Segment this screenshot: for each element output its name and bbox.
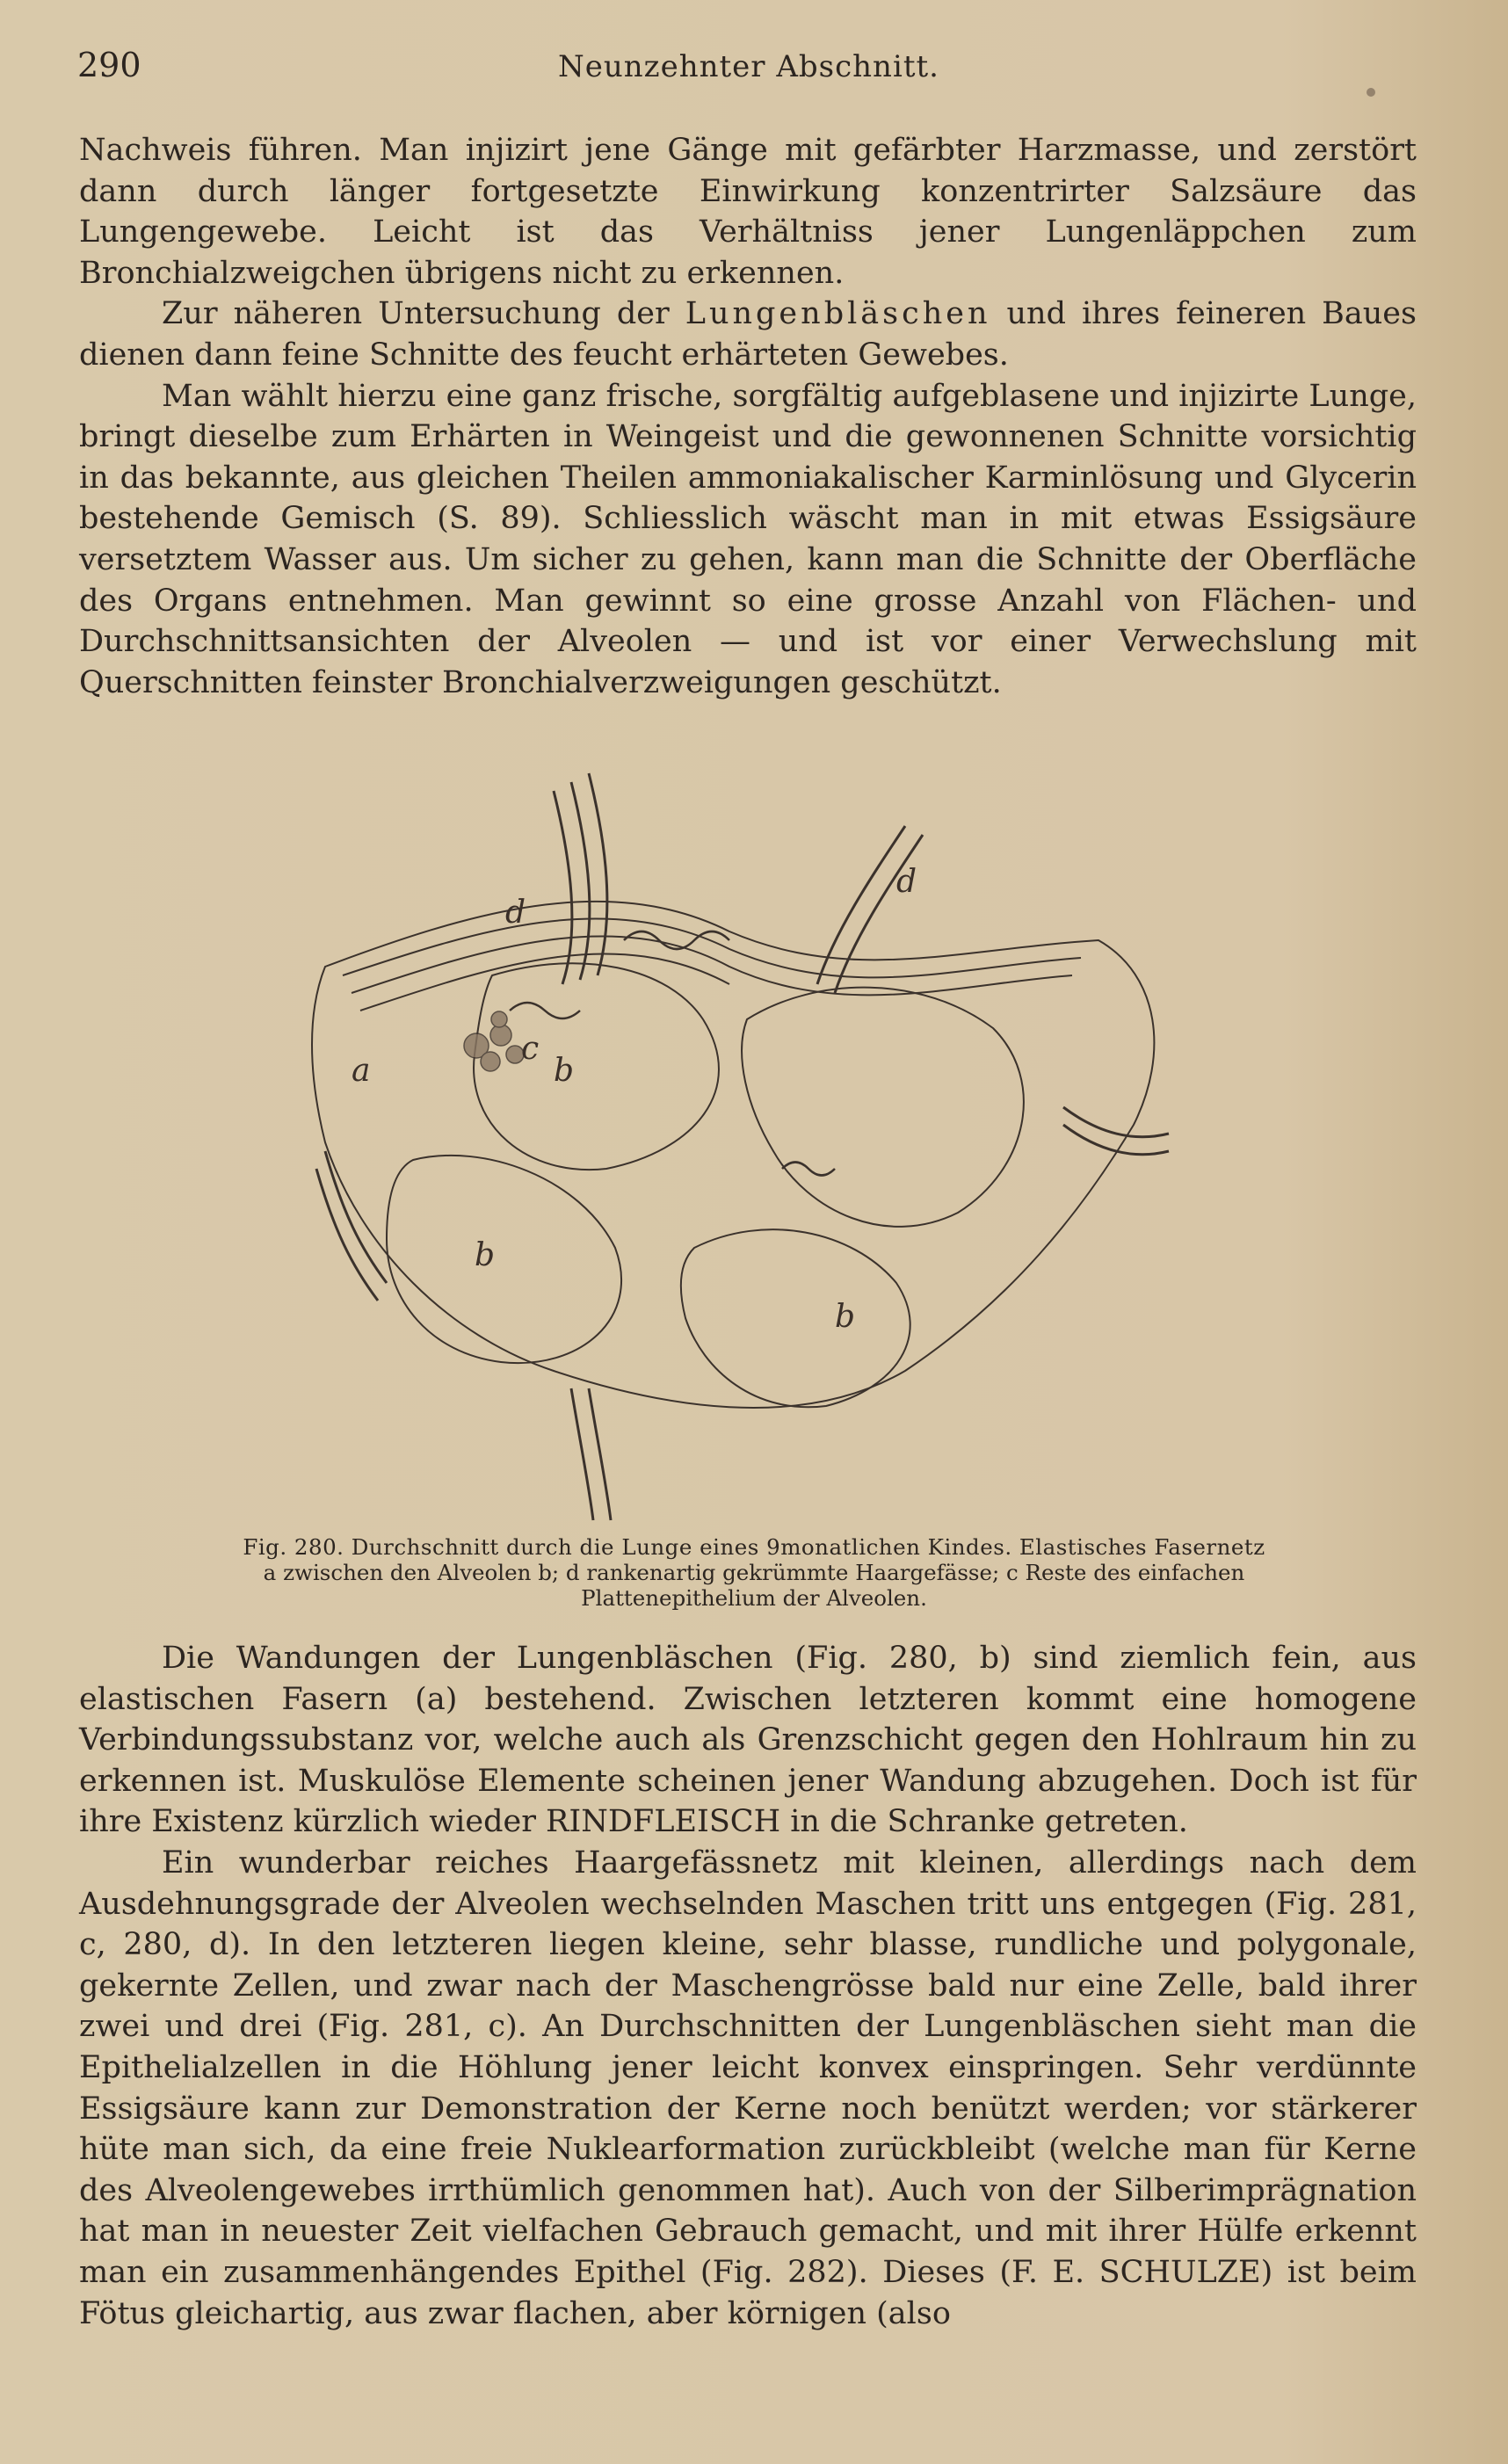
figure-label-a: a <box>352 1053 371 1089</box>
figure-280 <box>290 756 1204 1529</box>
lung-section-illustration <box>290 756 1204 1529</box>
running-head: Neunzehnter Abschnitt. <box>558 49 939 84</box>
paragraph: Die Wandungen der Lungenbläschen (Fig. 280, b) sind ziemlich fein, aus elastischen Fasern (a) bestehend. Zwischen letzteren kommt eine homogene Verbindungssubstanz vor, welche auch als Grenzschicht gegen den Hohlraum hin zu erkennen ist. Muskulöse Elemente scheinen jener Wandung abzugehen. Doch ist für ihre Existenz kürzlich wieder RINDFLEISCH in die Schranke getreten. <box>79 1641 1417 1840</box>
figure-label-b: b <box>835 1299 856 1335</box>
caption-line: Fig. 280. Durchschnitt durch die Lunge eines 9monatlichen Kindes. Elastisches Fasernetz <box>243 1534 1265 1560</box>
text-block-bottom <box>79 1638 1417 2334</box>
figure-label-c: c <box>521 1031 540 1067</box>
paragraph: Ein wunderbar reiches Haargefässnetz mit kleinen, allerdings nach dem Ausdehnungsgrade der Alveolen wechselnden Maschen tritt uns entgegen (Fig. 281, c, 280, d). In den letzteren liegen kleine, sehr blasse, rundliche und polygonale, gekernte Zellen, und zwar nach der Maschengrösse bald nur eine Zelle, bald ihrer zwei und drei (Fig. 281, c). An Durchschnitten der Lungenbläschen sieht man die Epithelialzellen in die Höhlung jener leicht konvex einspringen. Sehr verdünnte Essigsäure kann zur Demonstration der Kerne noch benützt werden; vor stärkerer hüte man sich, da eine freie Nuklearformation zurückbleibt (welche man für Kerne des Alveolengewebes irrthümlich genommen hat). Auch von der Silberimprägnation hat man in neuester Zeit vielfachen Gebrauch gemacht, und mit ihrer Hülfe erkennt man ein zusammenhängendes Epithel (Fig. 282). Dieses (F. E. SCHULZE) ist beim Fötus gleichartig, aus zwar flachen, aber körnigen (also <box>79 1844 1417 2331</box>
paragraph: Nachweis führen. Man injizirt jene Gänge mit gefärbter Harzmasse, und zerstört dann durch länger fortgesetzte Einwirkung konzentrirter Salzsäure das Lungengewebe. Leicht ist das Verhältniss jener Lungenläppchen zum Bronchialzweigchen übrigens nicht zu erkennen. <box>79 133 1417 291</box>
figure-label-b: b <box>475 1237 496 1273</box>
paragraph: Man wählt hierzu eine ganz frische, sorgfältig aufgeblasene und injizirte Lunge, bringt dieselbe zum Erhärten in Weingeist und die gewonnenen Schnitte vorsichtig in das bekannte, aus gleichen Theilen ammoniakalischer Karminlösung und Glycerin bestehende Gemisch (S. 89). Schliesslich wäscht man in mit etwas Essigsäure versetztem Wasser aus. Um sicher zu gehen, kann man die Schnitte der Oberfläche des Organs entnehmen. Man gewinnt so eine grosse Anzahl von Flächen- und Durchschnittsansichten der Alveolen — und ist vor einer Verwechslung mit Querschnitten feinster Bronchialverzweigungen geschützt. <box>79 378 1417 700</box>
caption-line: Plattenepithelium der Alveolen. <box>581 1585 927 1611</box>
figure-label-b: b <box>554 1053 575 1089</box>
text-block-top <box>79 130 1417 703</box>
ink-spot <box>1367 88 1375 97</box>
caption-line: a zwischen den Alveolen b; d rankenartig gekrümmte Haargefässe; c Reste des einfachen <box>263 1560 1245 1585</box>
figure-caption <box>176 1534 1332 1611</box>
emphasized-term: Lungenbläschen <box>685 296 991 332</box>
figure-label-d: d <box>896 864 917 900</box>
page-header <box>77 46 1420 98</box>
figure-label-d: d <box>505 895 526 931</box>
page-number: 290 <box>77 46 141 84</box>
paragraph: Zur näheren Untersuchung der Lungenbläschen und ihres feineren Baues dienen dann feine Schnitte des feucht erhärteten Gewebes. <box>79 296 1417 373</box>
